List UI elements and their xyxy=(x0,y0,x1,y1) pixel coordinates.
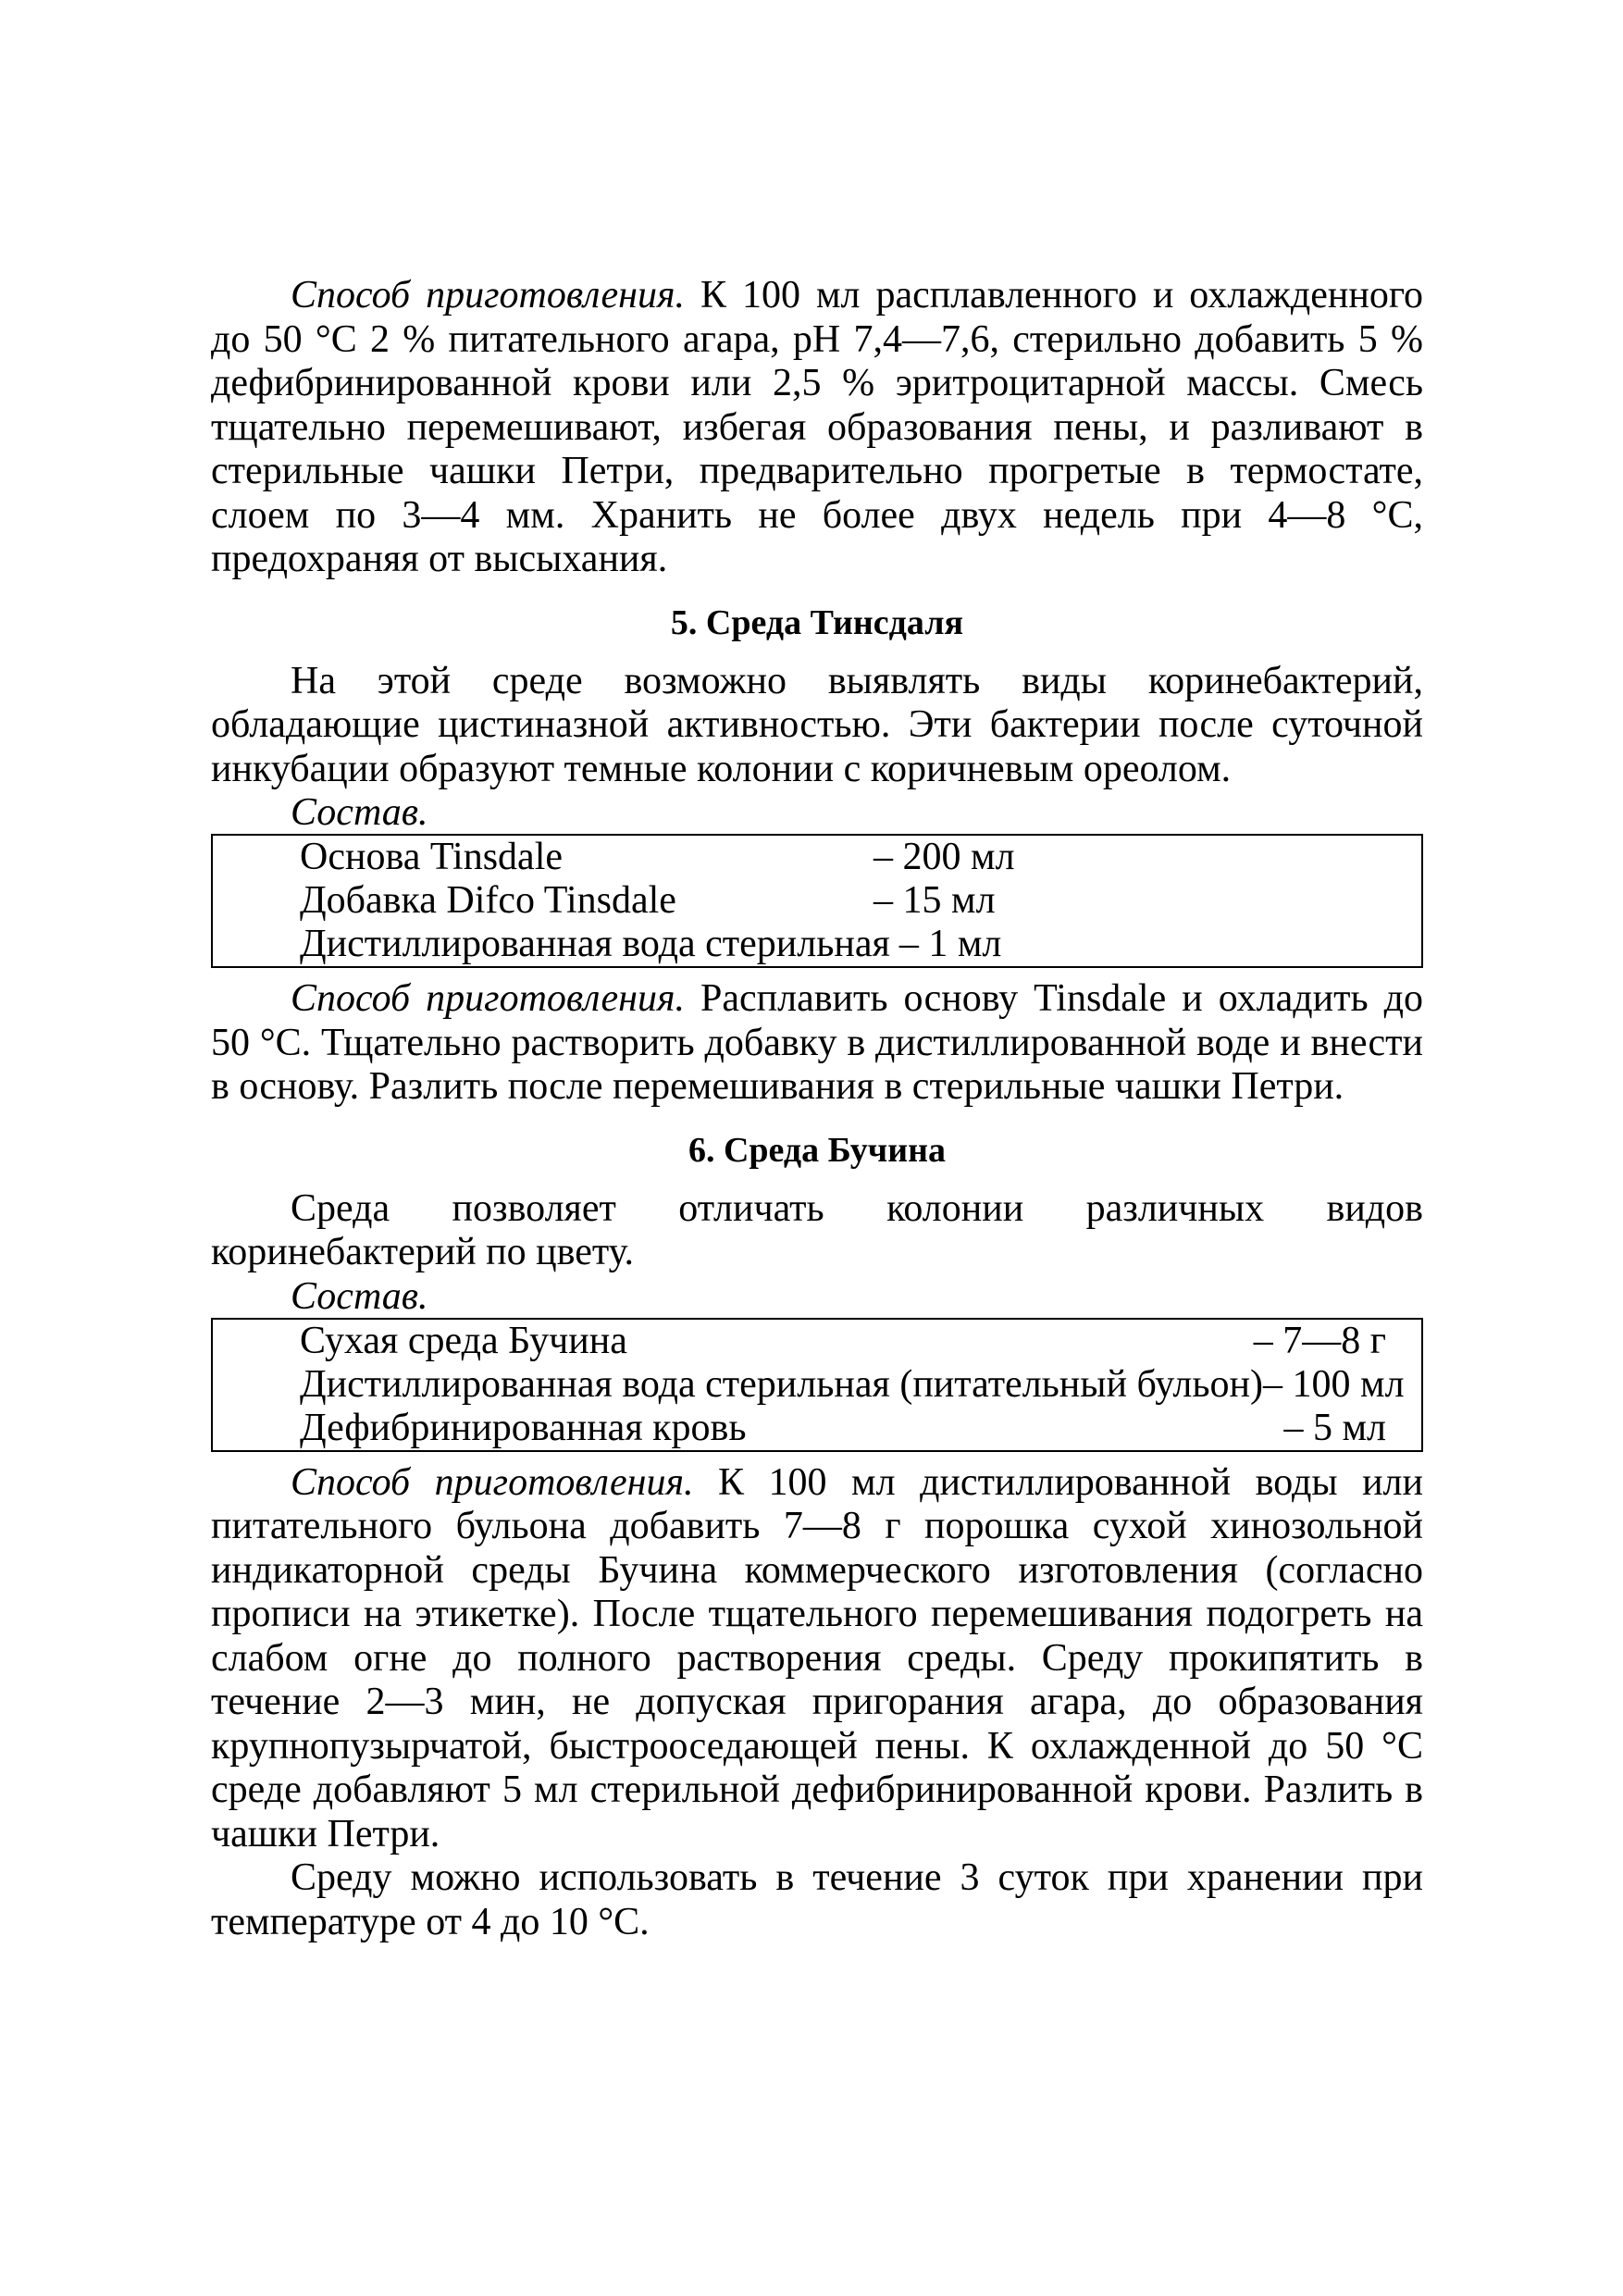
method-text: Расплавить основу Tinsdale и охладить до 50 °С. Тщательно растворить добавку в дистиллированной воде и внести в основу. Разлить после перемешивания в стерильные чашки Петри. xyxy=(211,977,1423,1108)
paragraph-preparation-buchin xyxy=(211,1461,1423,1857)
composition-row xyxy=(300,1407,1421,1450)
document-page xyxy=(211,274,1423,1944)
paragraph-preparation-blood-agar xyxy=(211,274,1423,582)
ingredient-amount: – 100 мл xyxy=(1262,1362,1405,1406)
method-label: Способ приготовления. xyxy=(291,1460,694,1504)
ingredient-amount: – 1 мл xyxy=(898,923,1002,965)
ingredient-amount: – 200 мл xyxy=(873,836,1015,878)
ingredient-name: Добавка Difco Tinsdale xyxy=(300,879,676,922)
ingredient-name: Сухая среда Бучина xyxy=(300,1319,627,1362)
section-heading-tinsdale: 5. Среда Тинсдаля xyxy=(670,602,964,642)
composition-table-buchin xyxy=(211,1318,1423,1452)
method-text: К 100 мл дистиллированной воды или питательного бульона добавить 7—8 г порошка сухой хинозольной индикаторной среды Бучина коммерческого изготовления (согласно прописи на этикетке). После тщательного перемешивания подогреть на слабом огне до полного растворения среды. Среду прокипятить в течение 2—3 мин, не допуская пригорания агара, до образования крупнопузырчатой, быстрооседающей пены. К охлажденной до 50 °С среде добавляют 5 мл стерильной дефибринированной крови. Разлить в чашки Петри. xyxy=(211,1460,1423,1855)
method-label: Способ приготовления. xyxy=(291,274,685,316)
ingredient-amount: – 5 мл xyxy=(1283,1406,1386,1449)
method-label: Способ приготовления. xyxy=(291,977,685,1020)
paragraph-preparation-tinsdale xyxy=(211,977,1423,1110)
composition-row xyxy=(300,1363,1421,1407)
ingredient-amount: – 15 мл xyxy=(873,879,996,922)
composition-row xyxy=(300,923,1421,966)
ingredient-name: Основа Tinsdale xyxy=(300,836,564,878)
paragraph-tinsdale-intro: На этой среде возможно выявлять виды коринебактерий, обладающие цистиназной активностью. Эти бактерии после суточной инкубации образуют темные колонии с коричневым ореолом. xyxy=(211,659,1423,790)
paragraph-storage-buchin: Среду можно использовать в течение 3 суток при хранении при температуре от 4 до 10 °С. xyxy=(211,1856,1423,1943)
ingredient-name: Дистиллированная вода стерильная (питательный бульон) xyxy=(300,1362,1263,1406)
ingredient-name: Дистиллированная вода стерильная xyxy=(300,923,890,965)
ingredient-amount: – 7—8 г xyxy=(1253,1319,1386,1362)
composition-row xyxy=(300,879,1421,923)
paragraph-buchin-intro: Среда позволяет отличать колонии различных видов коринебактерий по цвету. xyxy=(211,1186,1423,1273)
method-text: К 100 мл расплавленного и охлажденного до 50 °С 2 % питательного агара, pH 7,4—7,6, стерильно добавить 5 % дефибринированной крови или 2,5 % эритроцитарной массы. Смесь тщательно перемешивают, избегая образования пены, и разливают в стерильные чашки Петри, предварительно прогретые в термостате, слоем по 3—4 мм. Хранить не более двух недель при 4—8 °С, предохраняя от высыхания. xyxy=(211,274,1423,580)
ingredient-name: Дефибринированная кровь xyxy=(300,1406,747,1449)
composition-row xyxy=(300,836,1421,879)
composition-row xyxy=(300,1320,1421,1363)
composition-table-tinsdale xyxy=(211,834,1423,968)
section-heading-buchin: 6. Среда Бучина xyxy=(688,1130,947,1170)
composition-label: Состав. xyxy=(291,791,428,834)
composition-label: Состав. xyxy=(291,1274,428,1318)
